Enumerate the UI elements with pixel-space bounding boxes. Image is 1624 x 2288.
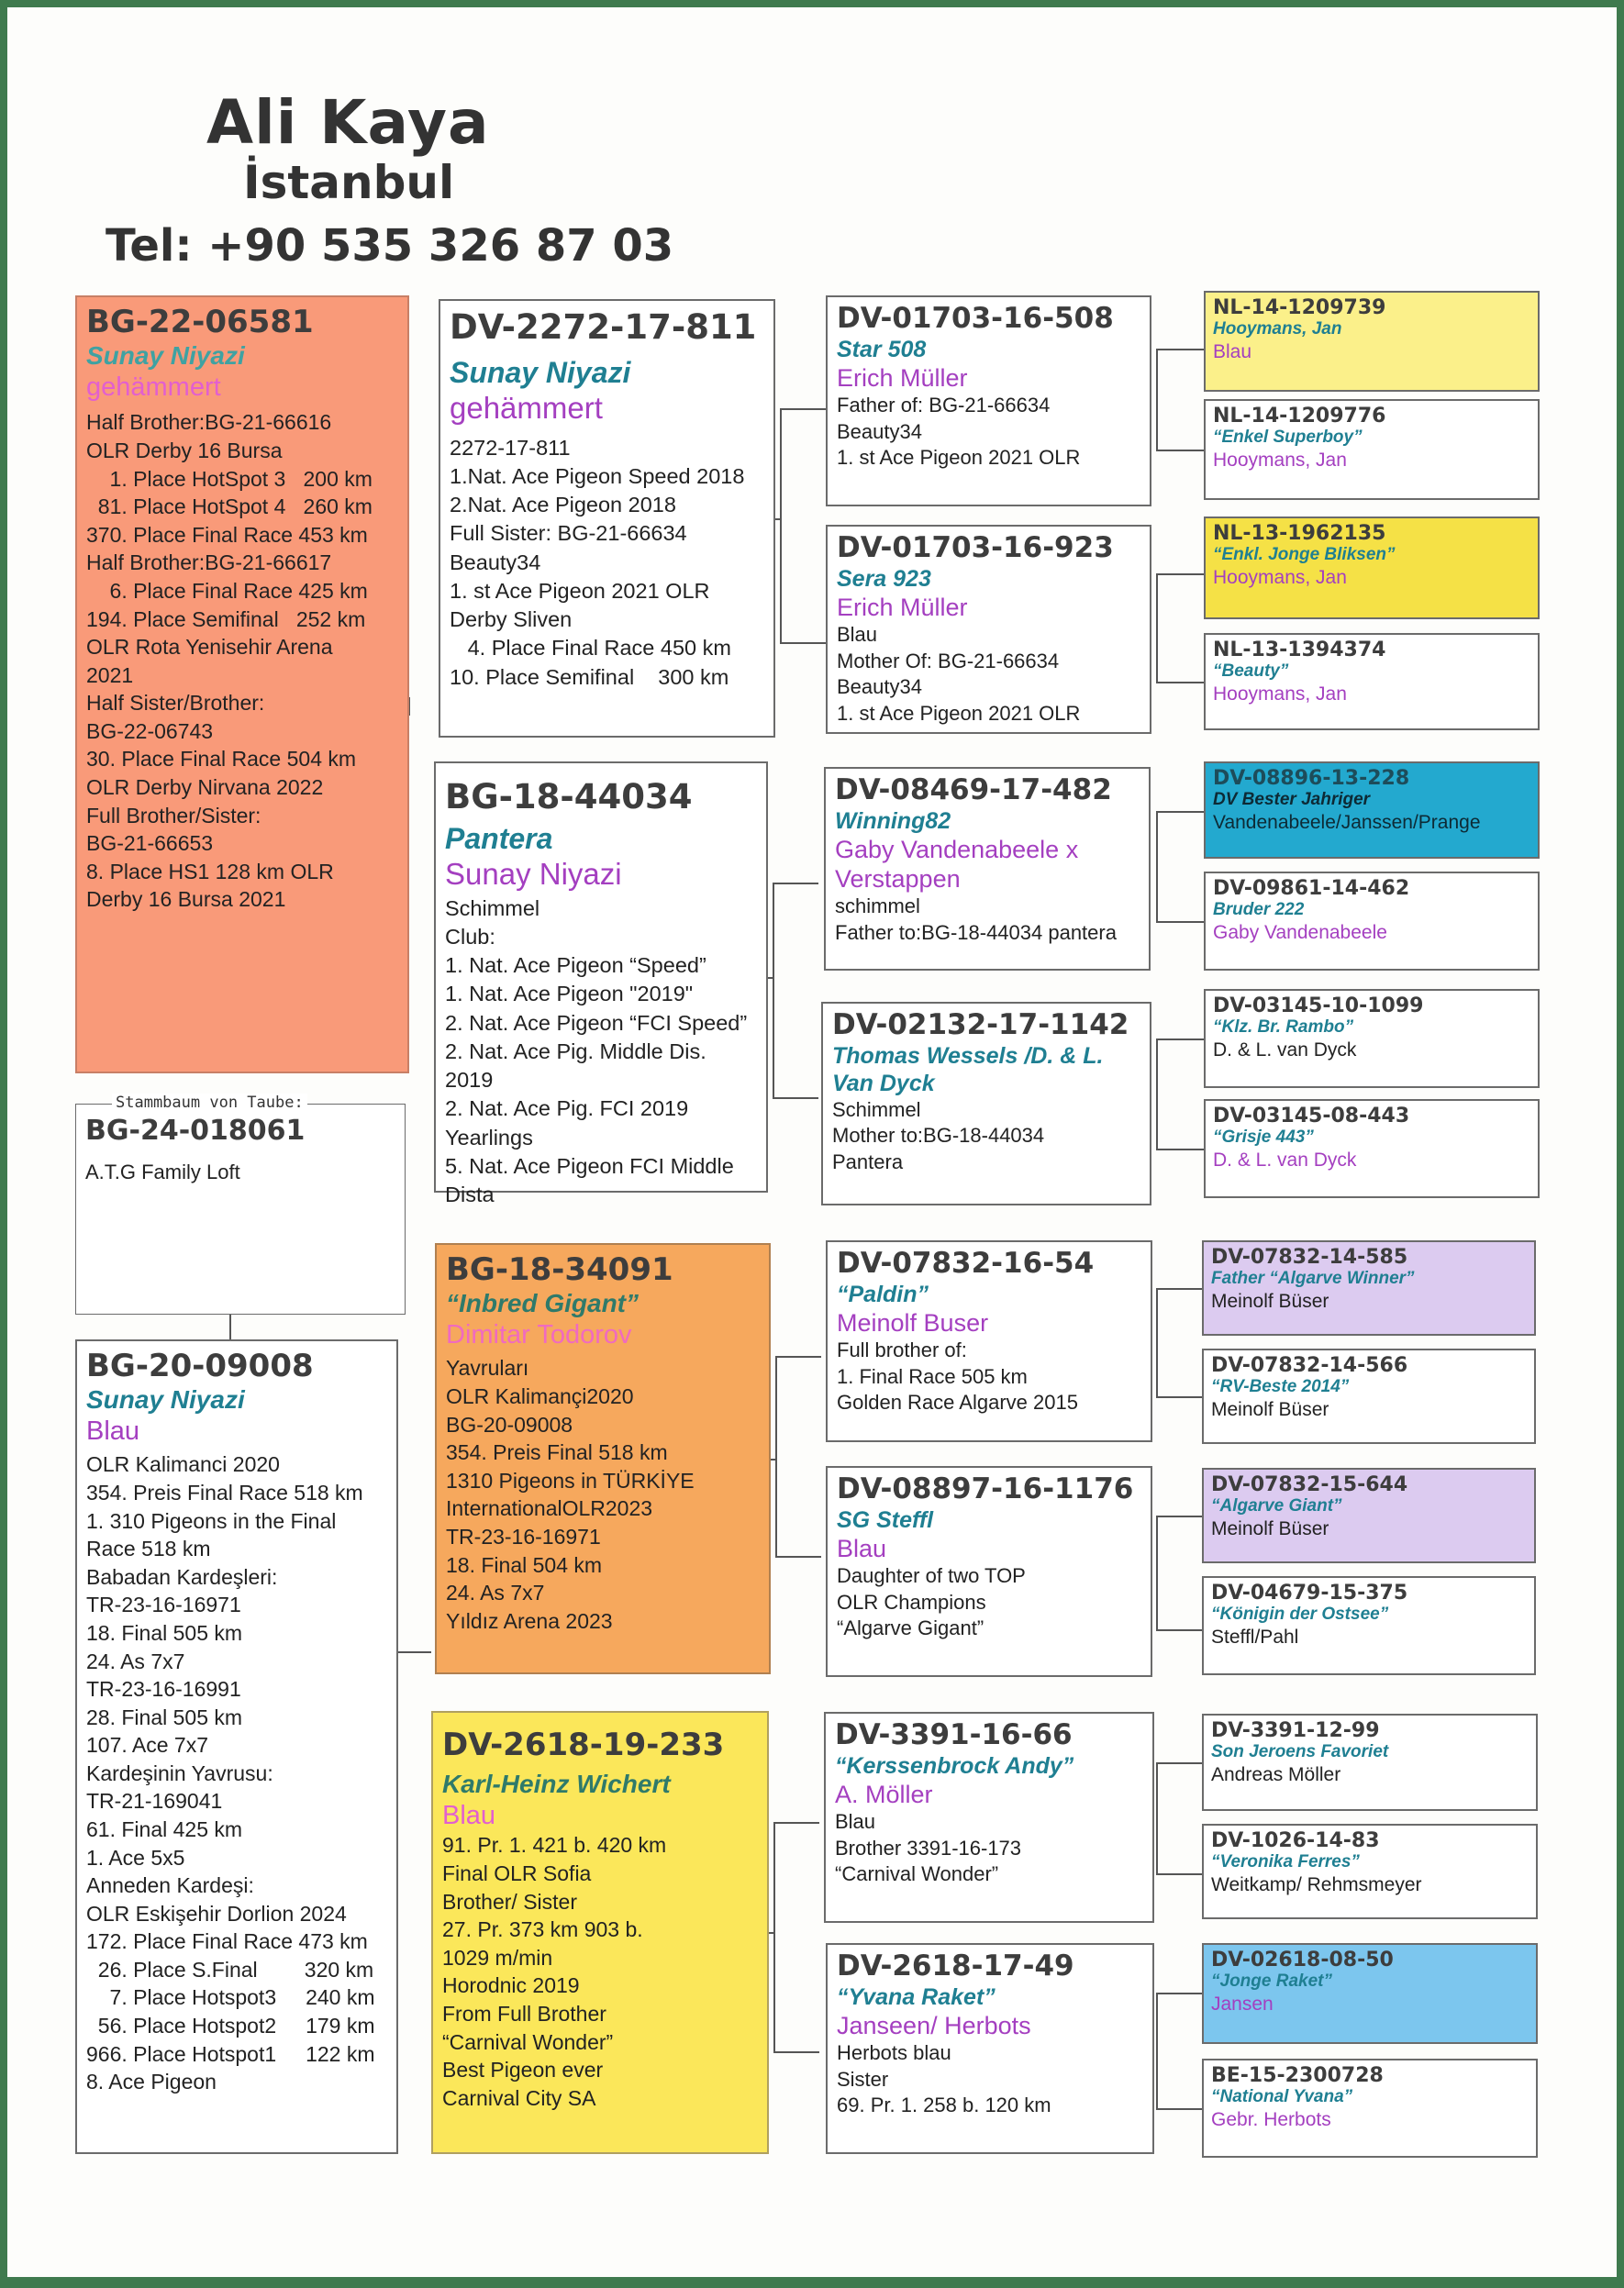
- dam-left-detail-line: Kardeşinin Yavrusu:: [86, 1760, 273, 1785]
- sire-dam-color: Sunay Niyazi: [445, 856, 622, 891]
- gen4-name: “Klz. Br. Rambo”: [1213, 1017, 1354, 1038]
- gen4-id: DV-03145-08-443: [1213, 1105, 1410, 1127]
- dam-sire-detail-line: Yıldız Arena 2023: [446, 1608, 613, 1633]
- dam-dam-id: DV-2618-19-233: [442, 1727, 725, 1763]
- connector-line: [1156, 349, 1204, 350]
- subject-id: BG-22-06581: [86, 304, 314, 340]
- gen3-detail-line: Blau: [835, 1810, 876, 1834]
- sire-detail-line: Derby Sliven: [450, 607, 573, 632]
- subject-detail-line: 370. Place Final Race 453 km: [86, 522, 368, 547]
- sire-dam-detail-line: 2. Nat. Ace Pig. Middle Dis.: [445, 1038, 706, 1063]
- dam-dam-name: Karl-Heinz Wichert: [442, 1770, 671, 1799]
- dam-left-detail-line: 172. Place Final Race 473 km: [86, 1929, 368, 1954]
- sire-dam-box: [434, 761, 768, 1207]
- gen4-name: “Veronika Ferres”: [1211, 1852, 1360, 1872]
- dam-left-detail-line: OLR Eskişehir Dorlion 2024: [86, 1901, 347, 1926]
- connector-line: [1156, 349, 1158, 450]
- gen3-name: Sera 923: [837, 565, 931, 592]
- dam-left-box: [75, 1339, 398, 2154]
- connector-line: [1156, 811, 1158, 921]
- gen4-pigeon-box: [1204, 516, 1540, 619]
- sire-dam-detail-line: 1. Nat. Ace Pigeon "2019": [445, 982, 694, 1006]
- connector-line: [1156, 450, 1204, 451]
- connector-line: [1156, 1288, 1204, 1290]
- dam-sire-details: [446, 1354, 760, 1635]
- subject-detail-line: Half Brother:BG-21-66616: [86, 410, 332, 435]
- gen4-name: Hooymans, Jan: [1213, 319, 1342, 339]
- stammbaum-box: [75, 1104, 406, 1315]
- dam-left-detail-line: TR-23-16-16971: [86, 1593, 241, 1617]
- gen3-pigeon-box: [824, 1712, 1154, 1923]
- subject-detail-line: 30. Place Final Race 504 km: [86, 747, 357, 772]
- gen3-detail-line: Mother to:BG-18-44034: [832, 1124, 1045, 1148]
- stammbaum-id: BG-24-018061: [85, 1115, 306, 1147]
- dam-sire-detail-line: TR-23-16-16971: [446, 1524, 601, 1549]
- dam-dam-detail-line: Brother/ Sister: [442, 1889, 577, 1914]
- gen3-detail-line: “Algarve Gigant”: [837, 1616, 984, 1640]
- dam-left-detail-line: 26. Place S.Final 320 km: [86, 1957, 374, 1982]
- gen4-id: DV-03145-10-1099: [1213, 994, 1424, 1017]
- sire-dam-detail-line: Dista: [445, 1183, 495, 1207]
- subject-detail-line: BG-22-06743: [86, 718, 214, 743]
- gen3-id: DV-02132-17-1142: [832, 1008, 1129, 1041]
- connector-line: [773, 1097, 818, 1099]
- owner-city: İstanbul: [243, 156, 455, 209]
- dam-left-detail-line: 7. Place Hotspot3 240 km: [86, 1985, 375, 2010]
- gen3-pigeon-box: [821, 1002, 1151, 1205]
- gen4-id: DV-07832-14-585: [1211, 1246, 1408, 1269]
- stammbaum-legend: Stammbaum von Taube:: [112, 1094, 307, 1112]
- dam-left-name: Sunay Niyazi: [86, 1385, 245, 1415]
- connector-line: [1156, 682, 1204, 683]
- connector-line: [1156, 1762, 1204, 1764]
- subject-detail-line: 6. Place Final Race 425 km: [86, 578, 368, 603]
- dam-left-detail-line: 18. Final 505 km: [86, 1620, 243, 1645]
- connector-line: [1156, 2108, 1204, 2110]
- gen3-breeder: Erich Müller: [837, 593, 968, 621]
- gen4-name: “Königin der Ostsee”: [1211, 1605, 1389, 1625]
- gen3-name: SG Steffl: [837, 1506, 934, 1533]
- subject-detail-line: Half Sister/Brother:: [86, 691, 265, 716]
- gen4-pigeon-box: [1204, 633, 1540, 730]
- dam-dam-detail-line: 1029 m/min: [442, 1945, 553, 1970]
- gen4-breeder: Steffl/Pahl: [1211, 1627, 1299, 1649]
- gen4-pigeon-box: [1202, 1240, 1536, 1336]
- gen4-name: “Enkl. Jonge Bliksen”: [1213, 545, 1396, 565]
- gen3-pigeon-box: [824, 767, 1151, 971]
- connector-line: [780, 408, 826, 410]
- gen4-pigeon-box: [1204, 399, 1540, 500]
- subject-detail-line: 2021: [86, 662, 134, 687]
- connector-line: [775, 1556, 821, 1558]
- gen4-breeder: Gebr. Herbots: [1211, 2109, 1331, 2131]
- gen4-pigeon-box: [1202, 2059, 1538, 2158]
- subject-color: gehämmert: [86, 372, 221, 402]
- gen3-detail-line: Father to:BG-18-44034 pantera: [835, 921, 1117, 945]
- subject-box: [75, 295, 409, 1073]
- dam-left-detail-line: Babadan Kardeşleri:: [86, 1564, 278, 1589]
- subject-detail-line: 8. Place HS1 128 km OLR: [86, 859, 334, 883]
- gen4-pigeon-box: [1204, 872, 1540, 971]
- gen3-name: Star 508: [837, 336, 927, 362]
- gen3-breeder: Blau: [837, 1534, 887, 1562]
- gen3-name: Thomas Wessels /D. & L. Van Dyck: [832, 1042, 1104, 1096]
- gen3-breeder: Erich Müller: [837, 363, 968, 392]
- connector-line: [1156, 1038, 1204, 1040]
- connector-line: [1156, 1993, 1204, 1994]
- connector-line: [1156, 1629, 1204, 1631]
- dam-left-detail-line: TR-21-169041: [86, 1789, 223, 1814]
- gen4-name: “RV-Beste 2014”: [1211, 1377, 1350, 1397]
- connector-line: [773, 883, 818, 884]
- sire-dam-detail-line: 1. Nat. Ace Pigeon “Speed”: [445, 953, 706, 978]
- gen4-pigeon-box: [1204, 291, 1540, 392]
- gen3-detail-line: Golden Race Algarve 2015: [837, 1391, 1078, 1415]
- gen4-name: “Beauty”: [1213, 661, 1289, 682]
- sire-detail-line: 10. Place Semifinal 300 km: [450, 664, 729, 689]
- gen4-name: Bruder 222: [1213, 900, 1305, 920]
- gen3-id: DV-07832-16-54: [837, 1247, 1095, 1280]
- subject-details: [86, 408, 398, 913]
- dam-dam-detail-line: “Carnival Wonder”: [442, 2029, 614, 2054]
- connector-line: [1156, 811, 1204, 813]
- gen3-id: DV-2618-17-49: [837, 1949, 1074, 1983]
- gen3-detail-line: Pantera: [832, 1150, 904, 1173]
- gen4-pigeon-box: [1204, 989, 1540, 1088]
- gen3-detail-line: Sister: [837, 2067, 889, 2091]
- sire-dam-detail-line: 2. Nat. Ace Pigeon “FCI Speed”: [445, 1010, 748, 1035]
- gen4-id: DV-07832-14-566: [1211, 1354, 1408, 1377]
- gen3-name: “Paldin”: [837, 1281, 929, 1307]
- gen3-detail-line: schimmel: [835, 894, 920, 918]
- gen3-name: “Yvana Raket”: [837, 1983, 996, 2010]
- dam-sire-name: “Inbred Gigant”: [446, 1289, 639, 1318]
- connector-line: [775, 1356, 777, 1556]
- gen4-pigeon-box: [1202, 1349, 1536, 1444]
- gen3-pigeon-box: [826, 1466, 1152, 1677]
- gen4-pigeon-box: [1202, 1943, 1538, 2044]
- gen3-id: DV-01703-16-923: [837, 531, 1114, 564]
- sire-dam-id: BG-18-44034: [445, 777, 693, 816]
- stammbaum-loft: A.T.G Family Loft: [85, 1160, 240, 1183]
- connector-line: [398, 1651, 431, 1653]
- dam-left-detail-line: 1. Ace 5x5: [86, 1845, 185, 1870]
- dam-left-detail-line: 28. Final 505 km: [86, 1705, 243, 1729]
- dam-sire-detail-line: Yavruları: [446, 1356, 529, 1381]
- gen3-breeder: Janseen/ Herbots: [837, 2011, 1031, 2039]
- subject-name: Sunay Niyazi: [86, 341, 245, 371]
- gen4-pigeon-box: [1204, 761, 1540, 859]
- dam-left-detail-line: 966. Place Hotspot1 122 km: [86, 2041, 375, 2066]
- gen4-id: NL-13-1394374: [1213, 639, 1386, 661]
- connector-line: [1156, 1873, 1204, 1875]
- gen4-id: BE-15-2300728: [1211, 2064, 1384, 2087]
- dam-left-detail-line: Anneden Kardeşi:: [86, 1873, 254, 1898]
- sire-details: [450, 434, 764, 692]
- gen3-detail-line: Full brother of:: [837, 1338, 967, 1362]
- sire-detail-line: 1. st Ace Pigeon 2021 OLR: [450, 578, 710, 603]
- subject-detail-line: Half Brother:BG-21-66617: [86, 550, 332, 575]
- dam-left-detail-line: 354. Preis Final Race 518 km: [86, 1481, 363, 1505]
- connector-line: [773, 2051, 819, 2053]
- gen4-breeder: Vandenabeele/Janssen/Prange: [1213, 812, 1481, 834]
- connector-line: [780, 408, 782, 642]
- gen3-detail-line: Beauty34: [837, 675, 922, 699]
- connector-line: [1156, 1149, 1204, 1150]
- gen3-breeder: Gaby Vandenabeele x Verstappen: [835, 835, 1079, 894]
- gen3-detail-line: Mother Of: BG-21-66634: [837, 649, 1060, 672]
- gen4-id: DV-09861-14-462: [1213, 877, 1410, 900]
- gen3-detail-line: Schimmel: [832, 1097, 921, 1121]
- gen4-name: “Jonge Raket”: [1211, 1971, 1332, 1992]
- gen3-id: DV-3391-16-66: [835, 1718, 1073, 1751]
- dam-dam-box: [431, 1711, 769, 2154]
- gen4-pigeon-box: [1204, 1099, 1540, 1198]
- owner-phone: Tel: +90 535 326 87 03: [106, 220, 674, 272]
- dam-left-detail-line: 8. Ace Pigeon: [86, 2070, 217, 2094]
- connector-line: [1156, 1288, 1158, 1396]
- dam-dam-detail-line: Carnival City SA: [442, 2085, 596, 2110]
- subject-detail-line: BG-21-66653: [86, 831, 214, 856]
- gen3-detail-line: OLR Champions: [837, 1590, 986, 1614]
- connector-line: [1156, 1396, 1204, 1398]
- gen4-id: DV-3391-12-99: [1211, 1719, 1380, 1742]
- subject-detail-line: 81. Place HotSpot 4 260 km: [86, 494, 373, 519]
- gen3-detail-line: 1. Final Race 505 km: [837, 1364, 1028, 1388]
- gen4-name: “National Yvana”: [1211, 2087, 1353, 2107]
- gen4-id: DV-08896-13-228: [1213, 767, 1410, 790]
- connector-line: [1156, 921, 1204, 923]
- gen4-name: Son Jeroens Favoriet: [1211, 1742, 1389, 1762]
- dam-dam-detail-line: Horodnic 2019: [442, 1973, 580, 1998]
- gen3-pigeon-box: [826, 295, 1151, 506]
- dam-sire-detail-line: InternationalOLR2023: [446, 1496, 653, 1521]
- dam-sire-detail-line: 1310 Pigeons in TÜRKİYE: [446, 1468, 695, 1493]
- dam-left-detail-line: OLR Kalimanci 2020: [86, 1452, 280, 1477]
- gen4-breeder: Meinolf Büser: [1211, 1399, 1329, 1421]
- sire-dam-name: Pantera: [445, 821, 553, 855]
- sire-detail-line: Beauty34: [450, 550, 541, 574]
- owner-name: Ali Kaya: [206, 87, 490, 158]
- gen3-detail-line: 1. st Ace Pigeon 2021 OLR: [837, 446, 1081, 470]
- gen4-breeder: Hooymans, Jan: [1213, 683, 1347, 705]
- sire-name: Sunay Niyazi: [450, 355, 631, 389]
- gen3-breeder: A. Möller: [835, 1780, 933, 1808]
- gen4-id: NL-13-1962135: [1213, 522, 1386, 545]
- dam-left-detail-line: 56. Place Hotspot2 179 km: [86, 2014, 375, 2038]
- connector-line: [775, 1356, 821, 1358]
- gen4-pigeon-box: [1202, 1824, 1538, 1919]
- dam-dam-detail-line: 91. Pr. 1. 421 b. 420 km: [442, 1833, 667, 1858]
- gen3-breeder: Meinolf Buser: [837, 1308, 989, 1337]
- gen4-breeder: Andreas Möller: [1211, 1764, 1341, 1786]
- sire-id: DV-2272-17-811: [450, 307, 757, 347]
- gen3-pigeon-box: [826, 1240, 1152, 1442]
- subject-detail-line: OLR Rota Yenisehir Arena: [86, 635, 333, 660]
- gen4-breeder: Meinolf Büser: [1211, 1518, 1329, 1540]
- sire-dam-details: [445, 894, 757, 1210]
- dam-sire-detail-line: 24. As 7x7: [446, 1581, 545, 1605]
- gen3-detail-line: Daughter of two TOP: [837, 1564, 1026, 1588]
- dam-dam-color: Blau: [442, 1800, 496, 1830]
- gen4-id: NL-14-1209776: [1213, 405, 1386, 428]
- gen3-detail-line: Father of: BG-21-66634: [837, 394, 1051, 417]
- sire-color: gehämmert: [450, 390, 603, 425]
- dam-sire-detail-line: 18. Final 504 km: [446, 1552, 603, 1577]
- gen4-breeder: Weitkamp/ Rehmsmeyer: [1211, 1874, 1422, 1896]
- sire-dam-detail-line: Yearlings: [445, 1125, 533, 1150]
- connector-line: [1156, 1516, 1158, 1629]
- gen3-pigeon-box: [826, 525, 1151, 734]
- connector-line: [1156, 1516, 1204, 1517]
- gen4-name: “Enkel Superboy”: [1213, 428, 1363, 448]
- gen3-detail-line: Blau: [837, 623, 878, 647]
- dam-sire-breeder: Dimitar Todorov: [446, 1319, 632, 1349]
- gen4-name: DV Bester Jahriger: [1213, 790, 1371, 810]
- gen4-name: “Grisje 443”: [1213, 1127, 1314, 1148]
- dam-left-detail-line: 107. Ace 7x7: [86, 1733, 208, 1758]
- dam-dam-detail-line: Final OLR Sofia: [442, 1861, 592, 1886]
- gen3-detail-line: Brother 3391-16-173: [835, 1836, 1022, 1860]
- connector-line: [1156, 573, 1158, 682]
- gen3-pigeon-box: [826, 1943, 1154, 2154]
- sire-dam-detail-line: 2. Nat. Ace Pig. FCI 2019: [445, 1096, 689, 1121]
- subject-detail-line: 194. Place Semifinal 252 km: [86, 606, 366, 631]
- gen3-id: DV-08469-17-482: [835, 773, 1112, 806]
- connector-line: [773, 883, 774, 1097]
- dam-dam-detail-line: 27. Pr. 373 km 903 b.: [442, 1917, 643, 1942]
- connector-line: [1156, 573, 1204, 575]
- dam-left-details: [86, 1450, 387, 2095]
- dam-sire-detail-line: 354. Preis Final 518 km: [446, 1440, 668, 1465]
- sire-detail-line: 2272-17-811: [450, 435, 571, 460]
- gen4-breeder: Jansen: [1211, 1994, 1274, 2016]
- dam-left-detail-line: 1. 310 Pigeons in the Final: [86, 1508, 337, 1533]
- dam-dam-detail-line: Best Pigeon ever: [442, 2058, 604, 2083]
- gen3-id: DV-08897-16-1176: [837, 1472, 1134, 1505]
- subject-detail-line: 1. Place HotSpot 3 200 km: [86, 466, 373, 491]
- gen4-pigeon-box: [1202, 1468, 1536, 1563]
- sire-dam-detail-line: 2019: [445, 1068, 494, 1093]
- dam-left-detail-line: 24. As 7x7: [86, 1649, 185, 1673]
- gen3-name: Winning82: [835, 807, 951, 834]
- gen3-detail-line: “Carnival Wonder”: [835, 1862, 999, 1886]
- gen4-breeder: Hooymans, Jan: [1213, 450, 1347, 472]
- gen3-id: DV-01703-16-508: [837, 302, 1114, 335]
- gen4-pigeon-box: [1202, 1576, 1536, 1675]
- sire-dam-detail-line: Club:: [445, 924, 495, 949]
- connector-line: [780, 642, 826, 644]
- gen4-breeder: D. & L. van Dyck: [1213, 1039, 1357, 1061]
- gen4-id: DV-1026-14-83: [1211, 1829, 1380, 1852]
- gen4-id: DV-04679-15-375: [1211, 1582, 1408, 1605]
- dam-left-detail-line: Race 518 km: [86, 1537, 211, 1561]
- connector-line: [1156, 1993, 1158, 2108]
- dam-sire-box: [435, 1243, 771, 1674]
- dam-left-color: Blau: [86, 1416, 140, 1446]
- dam-sire-id: BG-18-34091: [446, 1251, 673, 1288]
- dam-left-detail-line: 61. Final 425 km: [86, 1817, 243, 1841]
- sire-box: [439, 299, 775, 738]
- subject-detail-line: Derby 16 Bursa 2021: [86, 887, 286, 912]
- dam-sire-detail-line: BG-20-09008: [446, 1412, 573, 1437]
- gen3-detail-line: 69. Pr. 1. 258 b. 120 km: [837, 2094, 1051, 2117]
- sire-detail-line: 4. Place Final Race 450 km: [450, 636, 731, 661]
- sire-detail-line: 1.Nat. Ace Pigeon Speed 2018: [450, 463, 745, 488]
- gen4-name: “Algarve Giant”: [1211, 1496, 1342, 1516]
- subject-detail-line: OLR Derby Nirvana 2022: [86, 775, 324, 799]
- sire-detail-line: 2.Nat. Ace Pigeon 2018: [450, 493, 676, 517]
- gen4-breeder: Meinolf Büser: [1211, 1291, 1329, 1313]
- gen3-detail-line: Herbots blau: [837, 2041, 951, 2065]
- dam-left-detail-line: TR-23-16-16991: [86, 1677, 241, 1702]
- gen3-name: “Kerssenbrock Andy”: [835, 1752, 1074, 1779]
- connector-line: [229, 1315, 231, 1340]
- dam-dam-details: [442, 1831, 758, 2112]
- sire-detail-line: Full Sister: BG-21-66634: [450, 521, 687, 546]
- subject-detail-line: OLR Derby 16 Bursa: [86, 439, 283, 463]
- connector-line: [1156, 1038, 1158, 1149]
- connector-line: [1156, 1762, 1158, 1873]
- dam-left-id: BG-20-09008: [86, 1348, 314, 1384]
- sire-dam-detail-line: 5. Nat. Ace Pigeon FCI Middle: [445, 1153, 734, 1178]
- connector-line: [773, 1822, 775, 2051]
- subject-detail-line: Full Brother/Sister:: [86, 803, 261, 827]
- gen4-id: DV-07832-15-644: [1211, 1473, 1408, 1496]
- gen4-breeder: Hooymans, Jan: [1213, 567, 1347, 589]
- gen4-name: Father “Algarve Winner”: [1211, 1269, 1415, 1289]
- sire-dam-detail-line: Schimmel: [445, 895, 540, 920]
- gen4-breeder: Blau: [1213, 341, 1252, 363]
- connector-line: [773, 1822, 819, 1824]
- dam-dam-detail-line: From Full Brother: [442, 2001, 606, 2026]
- gen4-id: NL-14-1209739: [1213, 296, 1386, 319]
- gen4-breeder: Gaby Vandenabeele: [1213, 922, 1387, 944]
- gen4-id: DV-02618-08-50: [1211, 1949, 1394, 1971]
- gen3-detail-line: 1. st Ace Pigeon 2021 OLR: [837, 701, 1081, 725]
- gen4-breeder: D. & L. van Dyck: [1213, 1150, 1357, 1172]
- gen3-detail-line: Beauty34: [837, 419, 922, 443]
- dam-sire-detail-line: OLR Kalimançi2020: [446, 1384, 634, 1409]
- gen4-pigeon-box: [1202, 1714, 1538, 1811]
